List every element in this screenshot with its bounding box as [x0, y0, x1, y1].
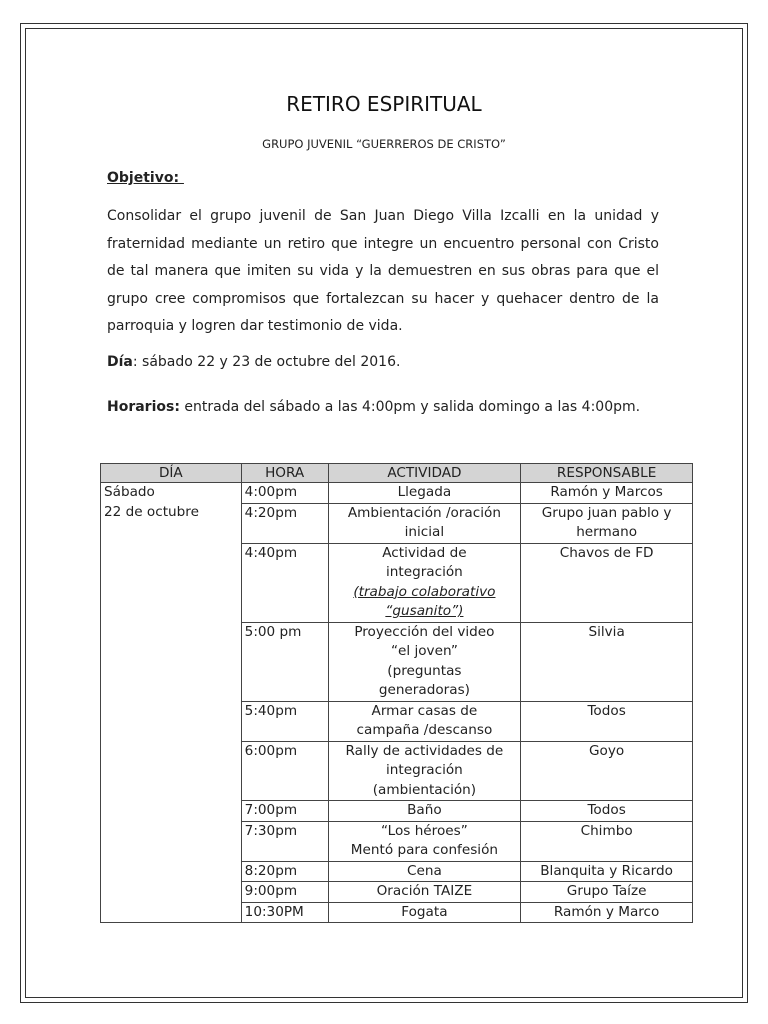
- cell-hora: 4:20pm: [241, 503, 328, 543]
- actividad-line: Mentó para confesión: [350, 842, 499, 858]
- cell-responsable: Todos: [521, 701, 693, 741]
- actividad-line: (ambientación): [372, 781, 477, 798]
- cell-actividad: [328, 503, 521, 543]
- objetivo-paragraph: Consolidar el grupo juvenil de San Juan Diego Villa Izcalli en la unidad y fraternidad mediante un retiro que integre un encuentro personal con Cristo de tal manera que imiten su vida y la demuestren en sus obras para que el grupo cree compromisos que fortalezcan su hacer y quehacer dentro de la parroquia y logren dar testimonio de vida.: [107, 208, 659, 334]
- actividad-line: campaña /descanso: [356, 722, 493, 738]
- cell-hora: 10:30PM: [241, 902, 328, 923]
- schedule-body: [101, 483, 693, 923]
- horarios-label: Horarios:: [107, 399, 180, 415]
- cell-hora: 5:40pm: [241, 701, 328, 741]
- cell-hora: 5:00 pm: [241, 622, 328, 701]
- cell-actividad: [328, 701, 521, 741]
- actividad-note-line: (trabajo colaborativo: [353, 583, 496, 600]
- document-title: RETIRO ESPIRITUAL: [286, 92, 482, 116]
- header-responsable: RESPONSABLE: [521, 464, 693, 483]
- cell-actividad: [328, 741, 521, 801]
- cell-responsable: Todos: [521, 801, 693, 822]
- cell-actividad: [328, 483, 521, 504]
- actividad-line: Cena: [407, 862, 442, 879]
- dia-line: [107, 354, 400, 370]
- cell-actividad: [328, 622, 521, 701]
- table-row: [101, 483, 693, 504]
- cell-responsable: Chavos de FD: [521, 543, 693, 622]
- cell-responsable: Grupo juan pablo y hermano: [521, 503, 693, 543]
- cell-responsable: Goyo: [521, 741, 693, 801]
- actividad-line: (preguntas: [387, 662, 462, 679]
- actividad-note-line: “gusanito”): [385, 603, 464, 619]
- actividad-line: Armar casas de: [371, 702, 478, 719]
- horarios-text: entrada del sábado a las 4:00pm y salida domingo a las 4:00pm.: [179, 399, 641, 415]
- cell-hora: 6:00pm: [241, 741, 328, 801]
- dia-date: 22 de octubre: [104, 503, 199, 520]
- dia-text: : sábado 22 y 23 de octubre del 2016.: [132, 354, 401, 370]
- header-hora: HORA: [241, 464, 328, 483]
- actividad-line: Ambientación /oración: [347, 504, 501, 521]
- header-actividad: ACTIVIDAD: [328, 464, 521, 483]
- cell-hora: 4:00pm: [241, 483, 328, 504]
- cell-actividad: [328, 801, 521, 822]
- cell-dia: [101, 483, 242, 923]
- actividad-line: integración: [385, 762, 463, 778]
- actividad-line: Baño: [407, 802, 442, 818]
- schedule-table: [100, 463, 693, 923]
- document-subtitle: GRUPO JUVENIL “GUERREROS DE CRISTO”: [262, 137, 506, 151]
- cell-actividad: [328, 861, 521, 882]
- cell-actividad: [328, 821, 521, 861]
- cell-responsable: Grupo Taíze: [521, 882, 693, 903]
- cell-hora: 7:00pm: [241, 801, 328, 822]
- dia-weekday: Sábado: [104, 484, 155, 500]
- actividad-line: Rally de actividades de: [345, 742, 504, 759]
- actividad-line: generadoras): [378, 682, 470, 698]
- cell-responsable: Silvia: [521, 622, 693, 701]
- horarios-line: [107, 394, 659, 421]
- cell-hora: 7:30pm: [241, 821, 328, 861]
- actividad-line: inicial: [404, 524, 445, 540]
- actividad-line: Oración TAIZE: [376, 883, 473, 899]
- actividad-line: Proyección del video: [354, 623, 495, 640]
- cell-responsable: Blanquita y Ricardo: [521, 861, 693, 882]
- cell-actividad: [328, 882, 521, 903]
- header-dia: DÍA: [101, 464, 242, 483]
- actividad-line: integración: [385, 564, 463, 580]
- actividad-line: “el joven”: [390, 643, 458, 659]
- actividad-line: Llegada: [397, 484, 452, 500]
- cell-responsable: Ramón y Marco: [521, 902, 693, 923]
- actividad-line: Fogata: [401, 903, 448, 920]
- dia-label: Día: [107, 354, 133, 370]
- actividad-line: Actividad de: [382, 544, 467, 561]
- cell-hora: 4:40pm: [241, 543, 328, 622]
- cell-responsable: Ramón y Marcos: [521, 483, 693, 504]
- cell-actividad: [328, 543, 521, 622]
- cell-responsable: Chimbo: [521, 821, 693, 861]
- objetivo-heading: Objetivo:: [107, 170, 184, 186]
- cell-hora: 9:00pm: [241, 882, 328, 903]
- cell-hora: 8:20pm: [241, 861, 328, 882]
- cell-actividad: [328, 902, 521, 923]
- table-header-row: [101, 464, 693, 483]
- actividad-line: “Los héroes”: [381, 822, 468, 839]
